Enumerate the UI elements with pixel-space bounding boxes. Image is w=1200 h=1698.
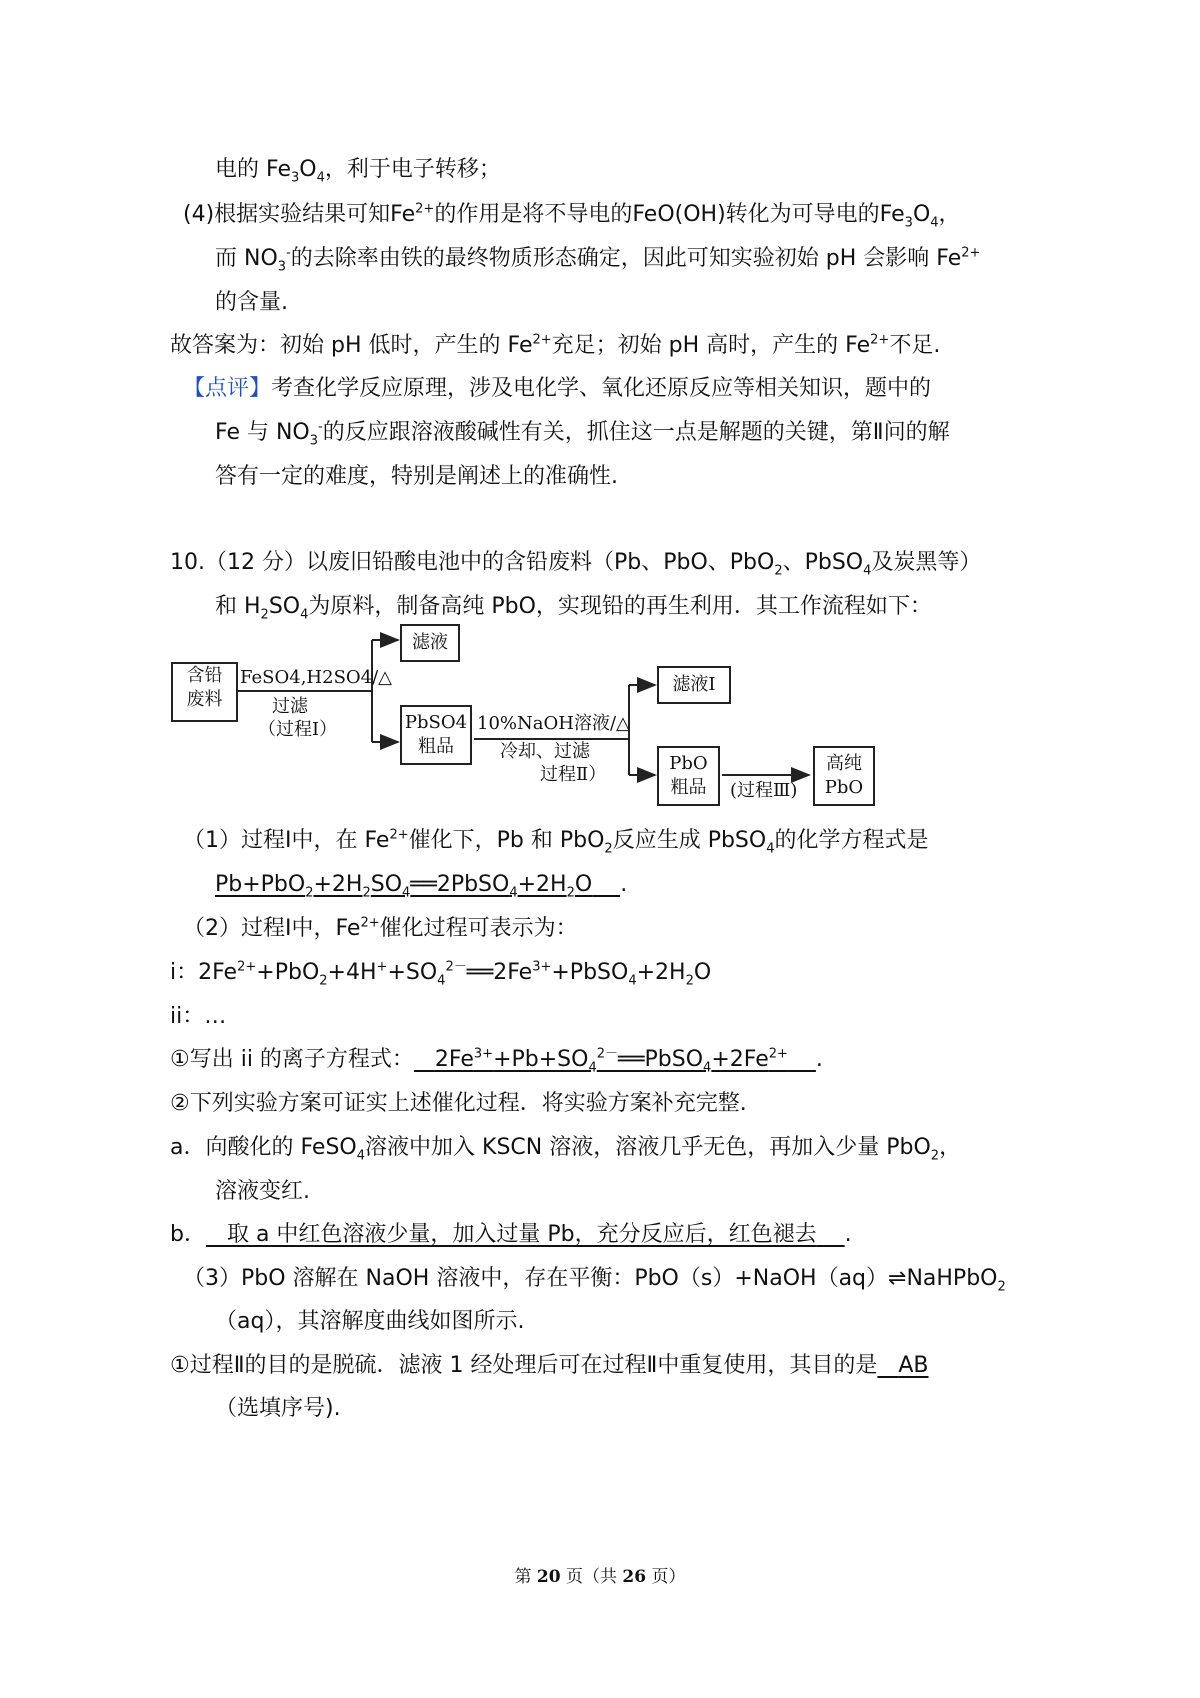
label-step1-a: 过滤 bbox=[272, 696, 308, 717]
label-step1-b: （过程Ⅰ） bbox=[258, 719, 338, 740]
question-10-line-2: 和 $H_2SO_4$为原料，制备高纯 PbO，实现铅的再生利用．其工作流程如下： bbox=[215, 594, 932, 623]
box-pbo-crude: PbO 粗品 bbox=[657, 746, 720, 806]
answer-line: 故答案为：初始 pH 低时，产生的 $Fe^{2+}$充足；初始 pH 高时，产生的 $Fe^{2+}$不足. bbox=[170, 332, 941, 358]
comment-line-2: Fe 与 $NO_3^-$的反应跟溶液酸碱性有关，抓住这一点是解题的关键，第Ⅱ问的解 bbox=[215, 419, 950, 449]
comment-line-1: 【点评】考查化学反应原理，涉及电化学、氧化还原反应等相关知识，题中的 bbox=[183, 376, 932, 401]
q3-line-2: （aq），其溶解度曲线如图所示. bbox=[215, 1309, 525, 1334]
box-pure-pbo: 高纯 PbO bbox=[813, 746, 875, 806]
q2-sub-1: ①写出 ii 的离子方程式： $2Fe^{3+}+Pb+SO_4^{2-}══PbSO_4+2Fe^{2+}$ . bbox=[170, 1046, 823, 1076]
item-4-line-1: (4)根据实验结果可知$Fe^{2+}$的作用是将不导电的FeO(OH)转化为可导电的$Fe_3O_4$， bbox=[183, 201, 961, 231]
comment-tag: 【点评】 bbox=[183, 376, 272, 401]
para-continuation: 电的 $Fe_3O_4$，利于电子转移； bbox=[215, 157, 501, 186]
label-step2-a: 冷却、过滤 bbox=[500, 741, 590, 762]
q2-line-1: （2）过程Ⅰ中，$Fe^{2+}$催化过程可表示为： bbox=[183, 915, 578, 941]
page-number: 20 bbox=[536, 1567, 561, 1587]
q2-option-a-line-2: 溶液变红. bbox=[215, 1179, 310, 1204]
box-filtrate: 滤液 bbox=[400, 624, 460, 662]
label-step3: (过程Ⅲ) bbox=[730, 780, 798, 801]
q2-sub-2: ②下列实验方案可证实上述催化过程．将实验方案补充完整. bbox=[170, 1091, 747, 1116]
q1-answer-line: $Pb+PbO_2+2H_2SO_4══2PbSO_4+2H_2O$ . bbox=[215, 872, 628, 901]
label-reagent-1: FeSO4,H2SO4/△ bbox=[240, 667, 393, 688]
item-4-line-3: 的含量. bbox=[215, 290, 288, 315]
question-10-line-1: 10.（12 分）以废旧铅酸电池中的含铅废料（Pb、PbO、PbO$_2$、PbSO$_4$及炭黑等） bbox=[170, 550, 982, 579]
label-step2-b: 过程Ⅱ） bbox=[540, 764, 607, 785]
label-reagent-2: 10%NaOH溶液/△ bbox=[477, 713, 630, 734]
q2-step-ii: ii：… bbox=[170, 1004, 227, 1029]
box-filtrate-1: 滤液Ⅰ bbox=[657, 666, 731, 704]
q2-option-b-answer: 取 a 中红色溶液少量，加入过量 Pb，充分反应后，红色褪去 bbox=[226, 1222, 817, 1247]
q3-sub-1-answer: AB bbox=[898, 1353, 929, 1378]
q3-line-1: （3）PbO 溶解在 NaOH 溶液中，存在平衡：PbO（s）+NaOH（aq）⇌NaHPbO$_2$ bbox=[183, 1266, 1006, 1295]
page-footer: 第 20 页（共 26 页） bbox=[514, 1567, 686, 1587]
item-4-line-2: 而 $NO_3^-$的去除率由铁的最终物质形态确定，因此可知实验初始 pH 会影响 $Fe^{2+}$ bbox=[215, 245, 981, 275]
q1-answer: $Pb+PbO_2+2H_2SO_4══2PbSO_4+2H_2O$ bbox=[215, 872, 593, 901]
q1-line-1: （1）过程Ⅰ中，在 $Fe^{2+}$催化下，Pb 和 PbO$_2$反应生成 PbSO$_4$的化学方程式是 bbox=[183, 827, 929, 857]
q2-step-i: i：$2Fe^{2+}+PbO_2+4H^++SO_4^{2-}══2Fe^{3+}+PbSO_4+2H_2O$ bbox=[170, 959, 712, 989]
q2-option-b: b． 取 a 中红色溶液少量，加入过量 Pb，充分反应后，红色褪去 . bbox=[170, 1222, 852, 1247]
comment-line-3: 答有一定的难度，特别是阐述上的准确性. bbox=[215, 464, 618, 489]
box-lead-waste: 含铅 废料 bbox=[171, 662, 238, 722]
q3-sub-1: ①过程Ⅱ的目的是脱硫．滤液 1 经处理后可在过程Ⅱ中重复使用，其目的是 AB bbox=[170, 1353, 929, 1378]
q2-sub-1-answer: $2Fe^{3+}+Pb+SO_4^{2-}══PbSO_4+2Fe^{2+}$ bbox=[434, 1046, 788, 1076]
page-total: 26 bbox=[622, 1567, 647, 1587]
q3-line-4: （选填序号). bbox=[215, 1396, 341, 1421]
box-pbso4-crude: PbSO4 粗品 bbox=[400, 705, 472, 765]
q2-option-a-line-1: a．向酸化的 FeSO$_4$溶液中加入 KSCN 溶液，溶液几乎无色，再加入少量 PbO$_2$， bbox=[170, 1135, 962, 1164]
